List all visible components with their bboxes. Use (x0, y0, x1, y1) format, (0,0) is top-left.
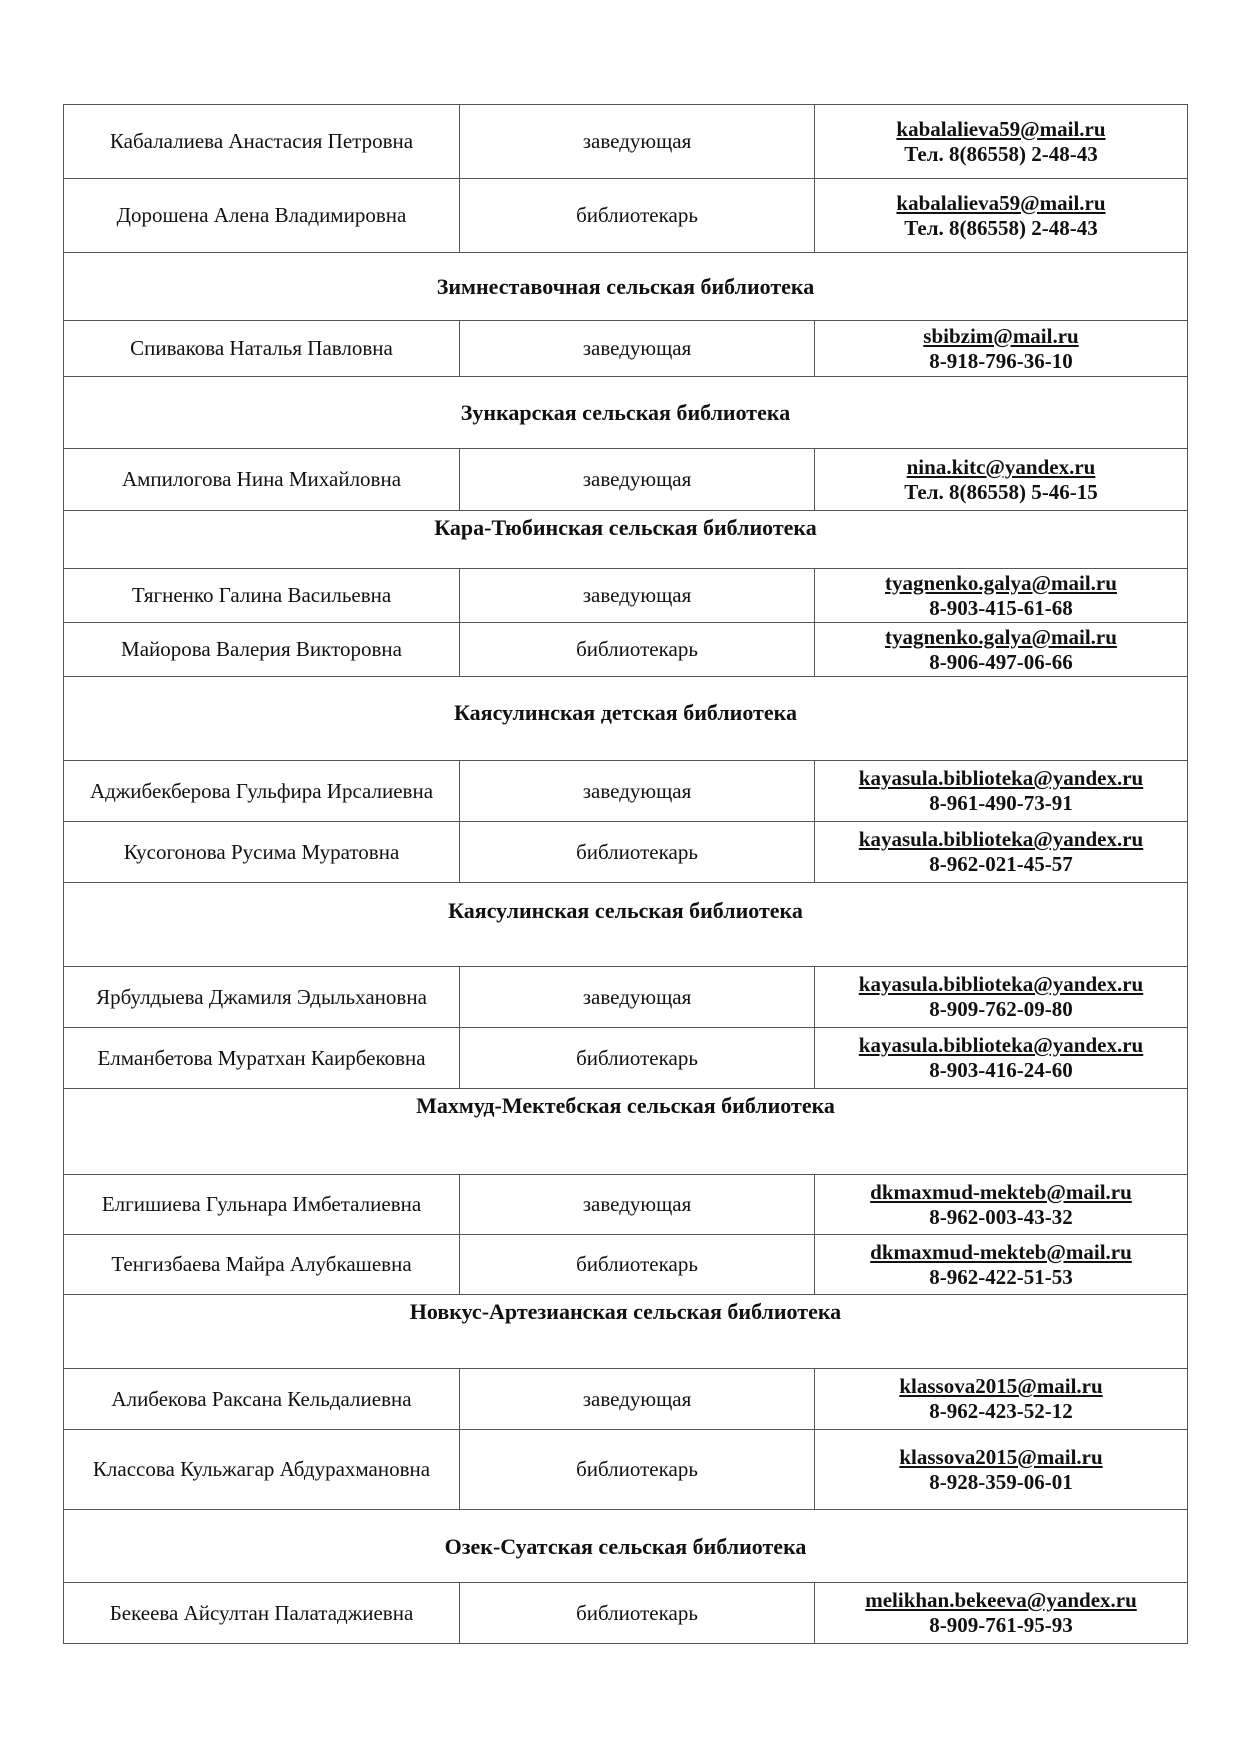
phone-number: 8-909-762-09-80 (929, 997, 1073, 1021)
staff-position: заведующая (460, 569, 815, 623)
staff-row (64, 321, 1188, 377)
staff-name: Ярбулдыева Джамиля Эдыльхановна (64, 967, 460, 1028)
staff-name: Тягненко Галина Васильевна (64, 569, 460, 623)
section-title: Озек-Суатская сельская библиотека (64, 1510, 1188, 1583)
staff-name: Алибекова Раксана Кельдалиевна (64, 1369, 460, 1430)
section-header-row (64, 511, 1188, 569)
contact-cell (815, 1430, 1188, 1510)
staff-position: заведующая (460, 1369, 815, 1430)
staff-row (64, 1028, 1188, 1089)
email-link[interactable]: sbibzim@mail.ru (923, 323, 1079, 348)
phone-number: 8-918-796-36-10 (929, 348, 1073, 373)
staff-position: заведующая (460, 449, 815, 511)
phone-number: 8-903-416-24-60 (929, 1058, 1073, 1082)
staff-name: Майорова Валерия Викторовна (64, 623, 460, 677)
email-link[interactable]: nina.kitc@yandex.ru (906, 454, 1096, 479)
staff-name: Елгишиева Гульнара Имбеталиевна (64, 1175, 460, 1235)
table-body (64, 105, 1188, 1644)
contact-cell (815, 761, 1188, 822)
staff-name: Елманбетова Муратхан Каирбековна (64, 1028, 460, 1089)
staff-name: Аджибекберова Гульфира Ирсалиевна (64, 761, 460, 822)
section-title: Махмуд-Мектебская сельская библиотека (64, 1089, 1188, 1175)
contact-cell (815, 623, 1188, 677)
staff-row (64, 1235, 1188, 1295)
staff-name: Бекеева Айсултан Палатаджиевна (64, 1583, 460, 1644)
phone-number: 8-962-021-45-57 (929, 852, 1073, 876)
section-title: Зимнеставочная сельская библиотека (64, 253, 1188, 321)
contact-cell (815, 1028, 1188, 1089)
email-link[interactable]: kayasula.biblioteka@yandex.ru (858, 766, 1144, 790)
contact-cell (815, 105, 1188, 179)
email-link[interactable]: dkmaxmud-mekteb@mail.ru (870, 1239, 1132, 1264)
email-link[interactable]: kayasula.biblioteka@yandex.ru (858, 827, 1144, 851)
staff-row (64, 105, 1188, 179)
phone-number: 8-909-761-95-93 (929, 1613, 1073, 1637)
email-link[interactable]: tyagnenko.galya@mail.ru (885, 570, 1117, 595)
email-link[interactable]: dkmaxmud-mekteb@mail.ru (870, 1179, 1132, 1204)
staff-position: заведующая (460, 321, 815, 377)
staff-row (64, 569, 1188, 623)
staff-name: Тенгизбаева Майра Алубкашевна (64, 1235, 460, 1295)
section-header-row (64, 1089, 1188, 1175)
section-title: Каясулинская сельская библиотека (64, 883, 1188, 967)
staff-name: Кусогонова Русима Муратовна (64, 822, 460, 883)
section-title: Зункарская сельская библиотека (64, 377, 1188, 449)
staff-name: Ампилогова Нина Михайловна (64, 449, 460, 511)
staff-row (64, 1175, 1188, 1235)
section-title: Каясулинская детская библиотека (64, 677, 1188, 761)
contact-cell (815, 569, 1188, 623)
email-link[interactable]: kabalalieva59@mail.ru (896, 190, 1106, 215)
section-header-row (64, 1295, 1188, 1369)
staff-row (64, 1369, 1188, 1430)
section-header-row (64, 677, 1188, 761)
staff-position: библиотекарь (460, 1235, 815, 1295)
section-title: Кара-Тюбинская сельская библиотека (64, 511, 1188, 569)
phone-number: Тел. 8(86558) 2-48-43 (904, 215, 1098, 240)
staff-row (64, 967, 1188, 1028)
staff-name: Спивакова Наталья Павловна (64, 321, 460, 377)
phone-number: 8-962-003-43-32 (929, 1204, 1073, 1229)
document-page (63, 104, 1179, 1644)
phone-number: 8-962-422-51-53 (929, 1264, 1073, 1289)
contact-cell (815, 967, 1188, 1028)
contact-cell (815, 1175, 1188, 1235)
staff-row (64, 449, 1188, 511)
staff-position: заведующая (460, 761, 815, 822)
staff-row (64, 179, 1188, 253)
email-link[interactable]: melikhan.bekeeva@yandex.ru (865, 1588, 1137, 1612)
staff-row (64, 1430, 1188, 1510)
staff-name: Классова Кульжагар Абдурахмановна (64, 1430, 460, 1510)
section-header-row (64, 377, 1188, 449)
phone-number: 8-906-497-06-66 (929, 649, 1073, 674)
phone-number: Тел. 8(86558) 2-48-43 (904, 141, 1098, 166)
email-link[interactable]: tyagnenko.galya@mail.ru (885, 624, 1117, 649)
staff-contacts-table (63, 104, 1188, 1644)
phone-number: 8-928-359-06-01 (929, 1469, 1073, 1494)
staff-position: библиотекарь (460, 1583, 815, 1644)
staff-position: заведующая (460, 967, 815, 1028)
contact-cell (815, 1235, 1188, 1295)
staff-position: заведующая (460, 105, 815, 179)
contact-cell (815, 822, 1188, 883)
staff-position: библиотекарь (460, 822, 815, 883)
email-link[interactable]: kabalalieva59@mail.ru (896, 116, 1106, 141)
email-link[interactable]: kayasula.biblioteka@yandex.ru (858, 972, 1144, 996)
staff-position: библиотекарь (460, 1028, 815, 1089)
phone-number: 8-962-423-52-12 (929, 1399, 1073, 1423)
staff-name: Дорошена Алена Владимировна (64, 179, 460, 253)
section-title: Новкус-Артезианская сельская библиотека (64, 1295, 1188, 1369)
section-header-row (64, 1510, 1188, 1583)
staff-row (64, 761, 1188, 822)
phone-number: 8-903-415-61-68 (929, 595, 1073, 620)
contact-cell (815, 1369, 1188, 1430)
email-link[interactable]: klassova2015@mail.ru (899, 1374, 1103, 1398)
phone-number: Тел. 8(86558) 5-46-15 (904, 479, 1098, 504)
staff-row (64, 1583, 1188, 1644)
email-link[interactable]: kayasula.biblioteka@yandex.ru (858, 1033, 1144, 1057)
section-header-row (64, 883, 1188, 967)
contact-cell (815, 321, 1188, 377)
staff-row (64, 822, 1188, 883)
staff-position: библиотекарь (460, 179, 815, 253)
contact-cell (815, 449, 1188, 511)
staff-row (64, 623, 1188, 677)
section-header-row (64, 253, 1188, 321)
staff-position: заведующая (460, 1175, 815, 1235)
staff-name: Кабалалиева Анастасия Петровна (64, 105, 460, 179)
staff-position: библиотекарь (460, 623, 815, 677)
staff-position: библиотекарь (460, 1430, 815, 1510)
contact-cell (815, 1583, 1188, 1644)
email-link[interactable]: klassova2015@mail.ru (899, 1444, 1103, 1469)
contact-cell (815, 179, 1188, 253)
phone-number: 8-961-490-73-91 (929, 791, 1073, 815)
